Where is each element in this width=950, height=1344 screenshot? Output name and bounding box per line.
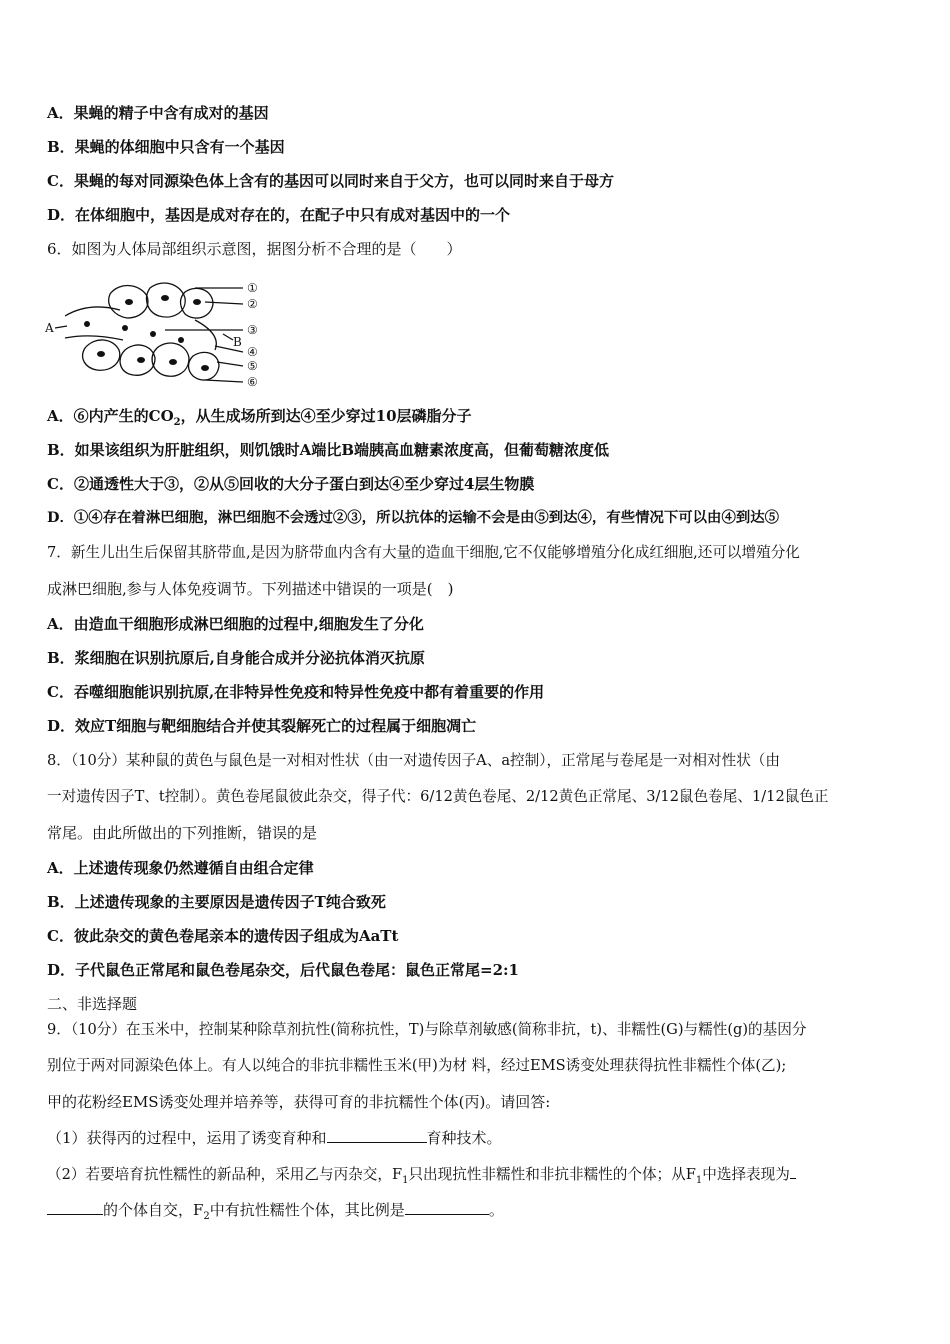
option-7a: A．由造血干细胞形成淋巴细胞的过程中,细胞发生了分化 [47,615,424,633]
option-8b: B．上述遗传现象的主要原因是遗传因子T纯合致死 [47,893,386,911]
option-6d: D．①④存在着淋巴细胞，淋巴细胞不会透过②③，所以抗体的运输不会是由⑤到达④，有些情况下可以由④到达⑤ [47,509,780,526]
option-5d: D．在体细胞中，基因是成对存在的，在配子中只有成对基因中的一个 [47,206,511,224]
option-7b: B．浆细胞在识别抗原后,自身能合成并分泌抗体消灭抗原 [47,649,425,667]
answer-blank-3[interactable] [405,1200,489,1215]
label-2: ② [247,297,258,311]
option-7c: C．吞噬细胞能识别抗原,在非特异性免疫和特异性免疫中都有着重要的作用 [47,683,545,701]
label-5: ⑤ [247,359,258,373]
question-9-part1: （1）获得丙的过程中，运用了诱变育种和 育种技术。 [47,1129,502,1147]
question-8-stem-line3: 常尾。由此所做出的下列推断，错误的是 [47,824,318,842]
label-3: ③ [247,323,258,337]
option-6b: B．如果该组织为肝脏组织，则饥饿时A端比B端胰高血糖素浓度高，但葡萄糖浓度低 [47,441,609,459]
question-9-part2-line2: 的个体自交，$F_2$中有抗性糯性个体，其比例是 。 [47,1200,504,1227]
question-9-stem-line3: 甲的花粉经EMS诱变处理并培养等，获得可育的非抗糯性个体(丙)。请回答: [47,1093,551,1111]
label-1: ① [247,281,258,295]
option-8a: A．上述遗传现象仍然遵循自由组合定律 [47,859,314,877]
option-7d: D．效应T细胞与靶细胞结合并使其裂解死亡的过程属于细胞凋亡 [47,717,477,735]
question-8-stem-line1: 8．（10分）某种鼠的黄色与鼠色是一对相对性状（由一对遗传因子A、a控制），正常尾与卷尾是一对相对性状（由 [47,752,780,769]
question-9-stem-line1: 9．（10分）在玉米中，控制某种除草剂抗性(简称抗性，T)与除草剂敏感(简称非抗，t)、非糯性(G)与糯性(g)的基因分 [47,1021,807,1038]
question-6-stem: 6．如图为人体局部组织示意图，据图分析不合理的是（ ） [47,240,462,258]
question-9-stem-line2: 别位于两对同源染色体上。有人以纯合的非抗非糯性玉米(甲)为材 料，经过EMS诱变处理获得抗性非糯性个体(乙); [47,1057,787,1074]
option-6c: C．②通透性大于③，②从⑤回收的大分子蛋白到达④至少穿过4层生物膜 [47,475,535,493]
option-6a: A．⑥内产生的$CO_2$，从生成场所到达④至少穿过10层磷脂分子 [47,407,472,428]
question-9-part2-line1: （2）若要培育抗性糯性的新品种，采用乙与丙杂交，$F_1$只出现抗性非糯性和非抗非糯性的个体；从$F_1$中选择表现为 [47,1164,796,1191]
label-a: A [45,321,54,335]
label-6: ⑥ [247,375,258,389]
option-8c: C．彼此杂交的黄色卷尾亲本的遗传因子组成为AaTt [47,927,399,945]
answer-blank-2a[interactable] [790,1164,796,1179]
section-heading: 二、非选择题 [47,995,138,1013]
question-7-stem-line2: 成淋巴细胞,参与人体免疫调节。下列描述中错误的一项是( ) [47,580,454,598]
answer-blank-2b[interactable] [47,1200,103,1215]
option-5b: B．果蝇的体细胞中只含有一个基因 [47,138,285,156]
label-4: ④ [247,345,258,359]
option-5a: A．果蝇的精子中含有成对的基因 [47,104,269,122]
tissue-diagram [45,276,270,394]
option-8d: D．子代鼠色正常尾和鼠色卷尾杂交，后代鼠色卷尾：鼠色正常尾=2:1 [47,961,519,979]
label-b: B [233,335,242,349]
answer-blank-1[interactable] [327,1128,427,1143]
question-7-stem-line1: 7．新生儿出生后保留其脐带血,是因为脐带血内含有大量的造血干细胞,它不仅能够增殖分化成红细胞,还可以增殖分化 [47,544,800,561]
question-8-stem-line2: 一对遗传因子T、t控制）。黄色卷尾鼠彼此杂交，得子代：6/12黄色卷尾、2/12黄色正常尾、3/12鼠色卷尾、1/12鼠色正 [47,788,829,805]
option-5c: C．果蝇的每对同源染色体上含有的基因可以同时来自于父方，也可以同时来自于母方 [47,172,614,190]
